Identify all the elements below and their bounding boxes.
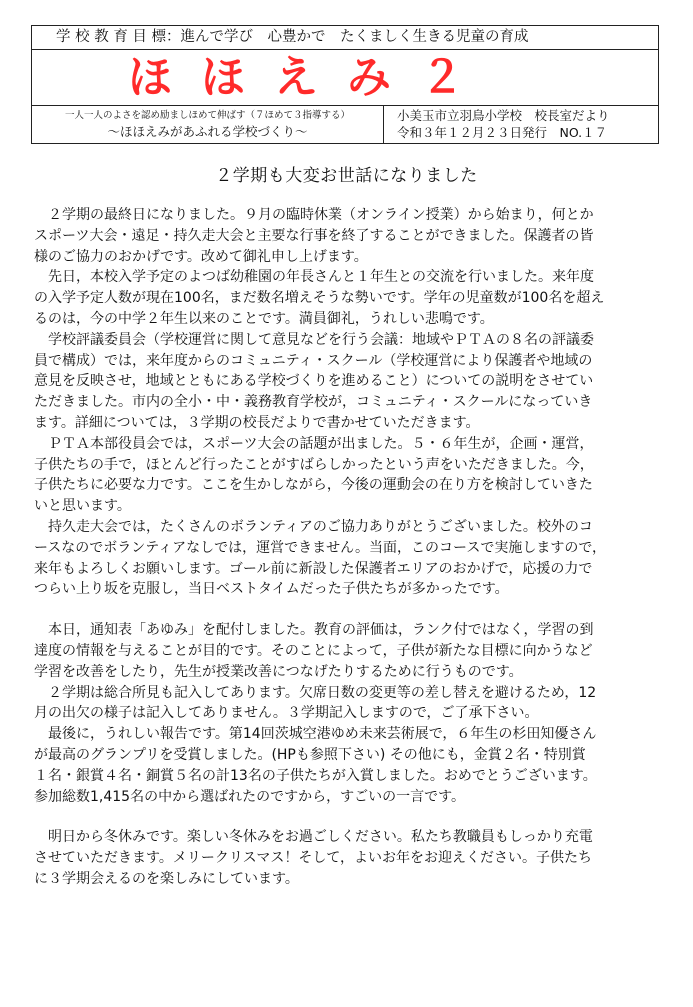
paragraph-line: 達度の情報を与えることが目的です。そのことによって，子供が新たな目標に向かうなど [34, 642, 593, 659]
publisher-block [397, 107, 659, 143]
info-row [32, 106, 658, 144]
paragraph-line: 本日，通知表「あゆみ」を配付しました。教育の評価は，ランク付ではなく，学習の到 [34, 622, 594, 639]
paragraph-line: 学校評議委員会（学校運営に関して意見などを行う会議：地域やＰＴＡの８名の評議委 [34, 331, 594, 348]
school-name: 小美玉市立羽鳥小学校 校長室だより [397, 108, 610, 123]
paragraph-line: ２学期は総合所見も記入してあります。欠席日数の変更等の差し替えを避けるため，12 [34, 684, 597, 701]
paragraph-spacer [34, 807, 664, 827]
paragraph-spacer [34, 600, 664, 620]
paragraph-line: 意見を反映させ，地域とともにある学校づくりを進めること）についての説明をさせてい [34, 373, 594, 390]
title-row [32, 50, 658, 106]
article-paragraph [34, 827, 664, 889]
issue-date-number: 令和３年１２月２３日発行 NO.１７ [397, 125, 608, 140]
paragraph-line: スポーツ大会・遠足・持久走大会と主要な行事を終了することができました。保護者の皆 [34, 227, 594, 244]
education-policy: 一人一人のよさを認め励ましほめて伸ばす（７ほめて３指導する） [64, 110, 350, 121]
article-paragraph [34, 724, 664, 807]
paragraph-line: ます。詳細については，３学期の校長だよりで書かせていただきます。 [34, 414, 480, 431]
article-paragraph [34, 330, 664, 434]
paragraph-line: 最後に，うれしい報告です。第14回茨城空港ゆめ未来芸術展で，６年生の杉田知優さん [34, 726, 597, 743]
paragraph-line: ２学期の最終日になりました。９月の臨時休業（オンライン授業）から始まり，何とか [34, 207, 594, 223]
paragraph-line: 参加総数1,415名の中から選ばれたのですから，すごいの一言です。 [34, 788, 465, 805]
paragraph-line: 来年もよろしくお願いします。ゴール前に新設した保護者エリアのおかげで，応援の力で [34, 560, 593, 577]
newsletter-title: ほほえみ２ [128, 52, 493, 103]
paragraph-line: ただきました。市内の全小・中・義務教育学校が，コミュニティ・スクールになっていき [34, 394, 593, 411]
paragraph-line: 員で構成）では，来年度からのコミュニティ・スクール（学校運営により保護者や地域の [34, 352, 593, 369]
article-paragraph [34, 267, 664, 329]
paragraph-line: の入学予定人数が現在100名，まだ数名増えそうな勢いです。学年の児童数が100名を超え [34, 290, 605, 307]
article-paragraph [34, 205, 664, 267]
paragraph-line: １名・銀賞４名・銅賞５名の計13名の子供たちが入賞しました。おめでとうございます。 [34, 767, 597, 784]
paragraph-line: るのは，今の中学２年生以来のことです。満員御礼，うれしい悲鳴です。 [34, 310, 494, 327]
paragraph-line: ースなのでボランティアなしでは，運営できません。当面，このコースで実施しますので， [34, 539, 607, 556]
newsletter-header [31, 25, 659, 144]
paragraph-line: 月の出欠の様子は記入してありません。３学期記入しますので，ご了承下さい。 [34, 705, 539, 722]
paragraph-line: いと思います。 [34, 498, 131, 515]
paragraph-line: 様のご協力のおかげです。改めて御礼申し上げます。 [34, 248, 368, 265]
paragraph-line: 持久走大会では，たくさんのボランティアのご協力ありがとうございました。校外のコ [34, 518, 593, 535]
paragraph-line: に３学期会えるのを楽しみにしています。 [34, 870, 299, 887]
school-slogan: ～ほほえみがあふれる学校づくり～ [107, 124, 308, 139]
paragraph-line: が最高のグランプリを受賞しました。(HPも参照下さい) その他にも，金賞２名・特別賞 [34, 746, 586, 763]
article-heading: ２学期も大変お世話になりました [215, 166, 478, 186]
school-education-goal: 学 校 教 育 目 標：進んで学び 心豊かで たくましく生きる児童の育成 [32, 26, 658, 50]
paragraph-line: 先日，本校入学予定のよつば幼稚園の年長さんと１年生との交流を行いました。来年度 [34, 269, 594, 286]
paragraph-line: 学習を改善をしたり，先生が授業改善につなげたりするために行うものです。 [34, 663, 523, 680]
paragraph-line: つらい上り坂を克服し，当日ベストタイムだった子供たちが多かったです。 [34, 581, 509, 598]
article-paragraph [34, 434, 664, 517]
paragraph-line: 子供たちに必要な力です。ここを生かしながら，今後の運動会の在り方を検討していきた [34, 477, 593, 494]
policy-block [32, 106, 384, 144]
article-paragraph [34, 683, 664, 725]
paragraph-line: ＰＴＡ本部役員会では，スポーツ大会の話題が出ました。５・６年生が，企画・運営， [34, 435, 594, 452]
article-paragraph [34, 620, 664, 682]
article-paragraph [34, 517, 664, 600]
paragraph-line: 子供たちの手で，ほとんど行ったことがすばらしかったという声をいただきました。今， [34, 456, 594, 473]
paragraph-line: 明日から冬休みです。楽しい冬休みをお過ごしください。私たち教職員もしっかり充電 [34, 829, 593, 846]
article-body [34, 205, 664, 890]
paragraph-line: させていただきます。メリークリスマス！そして，よいお年をお迎えください。子供たち [34, 850, 593, 867]
